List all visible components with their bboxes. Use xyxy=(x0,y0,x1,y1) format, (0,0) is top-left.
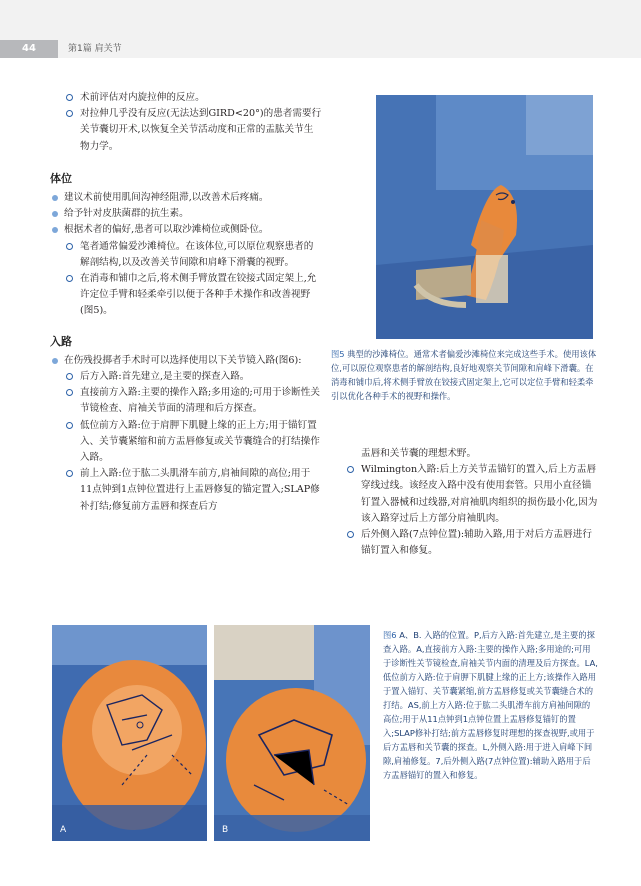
beach-chair-photo-illustration xyxy=(376,95,593,339)
figure5-caption xyxy=(331,347,599,403)
list-item: 建议术前使用肌间沟神经阻滞,以改善术后疼痛。 xyxy=(50,190,322,206)
list-item: 根据术者的偏好,患者可以取沙滩椅位或侧卧位。 xyxy=(50,222,322,238)
page-number-box xyxy=(0,40,58,58)
panel-b-label: B xyxy=(222,825,229,835)
list-item: 在伤残投掷者手术时可以选择使用以下关节镜入路(图6): xyxy=(50,353,322,369)
list-item: 直接前方入路:主要的操作入路;多用途的;可用于诊断性关节镜检查、肩袖关节面的清理和后方探查。 xyxy=(50,385,322,417)
figure5-photo xyxy=(376,95,593,339)
figure6-photo-a xyxy=(52,625,207,841)
list-item: 低位前方入路:位于肩胛下肌腱上缘的正上方;用于锚钉置入、关节囊紧缩和前方盂唇修复或关节囊缝合的打结操作入路。 xyxy=(50,418,322,467)
shoulder-photo-b-illustration xyxy=(214,625,370,841)
panel-a-label: A xyxy=(60,825,67,835)
continuation-text: 盂唇和关节囊的理想术野。 xyxy=(361,448,477,459)
figure6-caption-text: A、B. 入路的位置。P,后方入路:首先建立,是主要的探查入路。A,直接前方入路:主要的操作入路;多用途的;可用于诊断性关节镜检查,肩袖关节内面的清理及后方探查。LA,低位前方入路:位于肩胛下肌腱上缘的正上方;该操作入路用于置入锚钉、关节囊紧缩,前方盂唇修复或关节囊缝合术的打结。AS,前上方入路:位于肱二头肌滑车前方肩袖间隙的高位;用于从11点钟到1点钟位置上盂唇修复锚钉的置入;SLAP修补打结;前方盂唇修复时理想的探查视野,或用于后方盂唇和关节囊的探查。L,外侧入路:用于进入肩峰下间隙,肩袖修复。7,后外侧入路(7点钟位置):辅助入路用于后方盂唇锚钉的置入和修复。 xyxy=(383,630,598,780)
left-column xyxy=(50,90,322,515)
heading-approach: 入路 xyxy=(50,334,72,348)
page-number: 44 xyxy=(22,43,36,54)
list-item: 前上入路:位于肱二头肌滑车前方,肩袖间隙的高位;用于11点钟到1点钟位置进行上盂唇修复的锚定置入;SLAP修补打结;修复前方盂唇和探查后方 xyxy=(50,466,322,515)
page-header xyxy=(0,0,641,58)
shoulder-photo-a-illustration xyxy=(52,625,207,841)
list-item: 对拉伸几乎没有反应(无法达到GIRD<20°)的患者需要行关节囊切开术,以恢复全关节活动度和正常的盂肱关节生物力学。 xyxy=(50,106,322,155)
list-item: 后方入路:首先建立,是主要的探查入路。 xyxy=(50,369,322,385)
list-item: 术前评估对内旋拉伸的反应。 xyxy=(50,90,322,106)
list-item: 笔者通常偏爱沙滩椅位。在该体位,可以原位观察患者的解剖结构,以及改善关节间隙和肩峰下滑囊的视野。 xyxy=(50,239,322,271)
figure6-caption xyxy=(383,628,598,782)
list-item: 在消毒和铺巾之后,将术侧手臂放置在铰接式固定架上,允许定位手臂和轻柔牵引以便于各种手术操作和改善视野(图5)。 xyxy=(50,271,322,320)
figure5-caption-text: 典型的沙滩椅位。通常术者偏爱沙滩椅位来完成这些手术。使用该体位,可以原位观察患者的解剖结构,良好地观察关节间隙和肩峰下滑囊。在消毒和铺巾后,将术侧手臂放在铰接式固定架上,它可以定位手臂和轻柔牵引以优化各种手术的视野和操作。 xyxy=(331,349,597,401)
list-item: Wilmington入路:后上方关节盂锚钉的置入,后上方盂唇穿线过线。该经皮入路中没有使用套管。只用小直径锚钉置入器械和过线器,对肩袖肌肉组织的损伤最小化,因为该入路穿过后上方部分肩袖肌肉。 xyxy=(331,462,599,527)
section-title: 第1篇 肩关节 xyxy=(68,44,122,54)
right-column xyxy=(331,446,599,559)
figure5-label: 图5 xyxy=(331,349,345,359)
list-item: 后外侧入路(7点钟位置):辅助入路,用于对后方盂唇进行锚钉置入和修复。 xyxy=(331,527,599,559)
heading-position: 体位 xyxy=(50,171,72,185)
figure6-label: 图6 xyxy=(383,630,397,640)
figure6-photo-b xyxy=(214,625,370,841)
list-item: 给予针对皮肤菌群的抗生素。 xyxy=(50,206,322,222)
